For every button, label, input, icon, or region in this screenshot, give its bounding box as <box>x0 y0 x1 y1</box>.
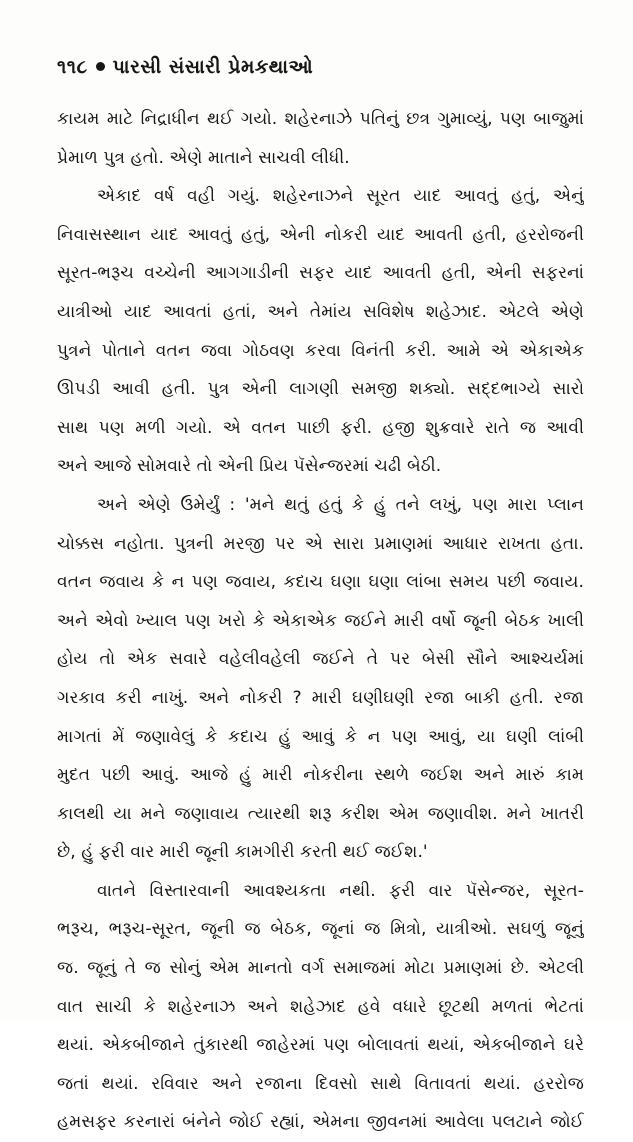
text-line: અને એણે ઉમેર્યું : 'મને થતું હતું કે હું તને લખું, પણ મારા પ્લાન <box>97 494 584 515</box>
text-line: માગતાં મેં જણાવેલું કે કદાચ હું આવું કે ન પણ આવું, યા ઘણી લાંબી <box>57 726 584 747</box>
text-line: યાત્રીઓ યાદ આવતાં હતાં, અને તેમાંય સવિશેષ શહેઝાદ. એટલે એણે <box>57 301 584 322</box>
text-line: અને આજે સોમવારે તો એની પ્રિય પૅસેન્જરમાં ચઢી બેઠી. <box>57 456 442 477</box>
text-line: ચોક્કસ નહોતા. પુત્રની મરજી પર એ સારા પ્રમાણમાં આધાર રાખતા હતા. <box>57 533 584 554</box>
text-line: કાલથી યા મને જણાવાય ત્યારથી શરૂ કરીશ એમ જણાવીશ. મને ખાતરી <box>57 803 584 824</box>
text-line: પુત્રને પોતાને વતન જવા ગોઠવણ કરવા વિનંતી કરી. આમે એ એકાએક <box>57 340 584 361</box>
text-line: સાથ પણ મળી ગયો. એ વતન પાછી ફરી. હજી શુક્રવારે રાતે જ આવી <box>57 417 584 438</box>
book-title: પારસી સંસારી પ્રેમકથાઓ <box>112 56 314 78</box>
text-line: મુદત પછી આવું. આજે હું મારી નોકરીના સ્થળે જઈશ અને મારું કામ <box>57 765 584 786</box>
page-header <box>57 56 313 78</box>
text-line: એકાદ વર્ષ વહી ગયું. શહેરનાઝને સૂરત યાદ આવતું હતું, એનું <box>97 186 584 207</box>
text-line: હમસફર કરનારાં બંનેને જોઈ રહ્યાં, એમના જીવનમાં આવેલા પલટાને જોઈ <box>57 1112 584 1133</box>
text-line: કાયમ માટે નિદ્રાધીન થઈ ગયો. શહેરનાઝે પતિનું છત્ર ગુમાવ્યું, પણ બાજુમાં <box>57 109 584 129</box>
text-line: ગરકાવ કરી નાખું. અને નોકરી ? મારી ઘણીઘણી રજા બાકી હતી. રજા <box>57 687 584 708</box>
text-line: જતાં થયાં. રવિવાર અને રજાના દિવસો સાથે વિતાવતાં થયાં. હરરોજ <box>57 1073 584 1094</box>
text-line: પ્રેમાળ પુત્ર હતો. એણે માતાને સાચવી લીધી. <box>57 147 350 168</box>
text-line: ઊપડી આવી હતી. પુત્ર એની લાગણી સમજી શક્યો. સદ્દભાગ્યે સારો <box>57 379 584 400</box>
text-line: વાતને વિસ્તારવાની આવશ્યકતા નથી. ફરી વાર પૅસેન્જર, સૂરત- <box>97 880 584 901</box>
page-number: ૧૧૮ <box>57 56 88 78</box>
text-line: સૂરત-ભરૂચ વચ્ચેની આગગાડીની સફર યાદ આવતી હતી, એની સફરનાં <box>57 263 584 284</box>
text-line: વતન જવાય કે ન પણ જવાય, કદાચ ઘણા ઘણા લાંબા સમય પછી જવાય. <box>57 572 584 593</box>
bullet-separator-icon <box>96 62 105 71</box>
text-line: ભરૂચ, ભરૂચ-સૂરત, જૂની જ બેઠક, જૂનાં જ મિત્રો, યાત્રીઓ. સઘળું જૂનું <box>57 919 584 940</box>
text-line: જ. જૂનું તે જ સોનું એમ માનતો વર્ગ સમાજમાં મોટા પ્રમાણમાં છે. એટલી <box>57 958 584 979</box>
body-text <box>57 100 584 1142</box>
text-line: છે, હું ફરી વાર મારી જૂની કામગીરી કરતી થઈ જઈશ.' <box>57 842 428 863</box>
text-line: થયાં. એકબીજાને તુંકારથી જાહેરમાં પણ બોલાવતાં થયાં, એકબીજાને ઘરે <box>57 1035 584 1056</box>
text-line: વાત સાચી કે શહેરનાઝ અને શહેઝાદ હવે વધારે છૂટથી મળતાં ભેટતાં <box>57 996 584 1017</box>
text-line: હોય તો એક સવારે વહેલીવહેલી જઈને તે પર બેસી સૌને આશ્ચર્યમાં <box>57 649 584 670</box>
text-line: અને એવો ખ્યાલ પણ ખરો કે એકાએક જઈને મારી વર્ષો જૂની બેઠક ખાલી <box>57 610 584 631</box>
text-line: નિવાસસ્થાન યાદ આવતું હતું, એની નોકરી યાદ આવતી હતી, હરરોજની <box>57 224 584 245</box>
